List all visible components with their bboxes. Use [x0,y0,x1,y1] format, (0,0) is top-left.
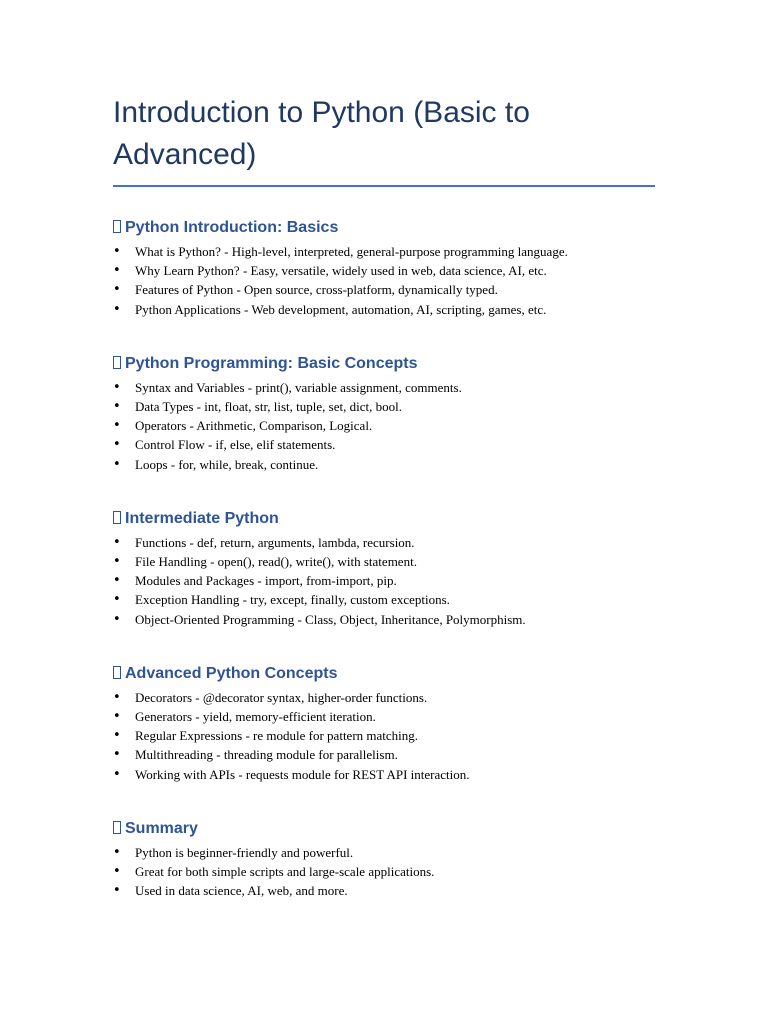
section-intermediate-python [113,508,655,629]
list-item: • Regular Expressions - re module for pattern matching. [113,726,655,745]
bullet-list [113,533,655,629]
section-heading [113,663,655,685]
section-heading [113,818,655,840]
title-underline [113,185,655,187]
missing-glyph-icon [113,220,121,233]
list-item: • Great for both simple scripts and large-scale applications. [113,862,655,881]
list-item: • Working with APIs - requests module for REST API interaction. [113,765,655,784]
section-python-introduction [113,217,655,319]
section-heading [113,508,655,530]
list-item: • Loops - for, while, break, continue. [113,455,655,474]
bullet-list [113,378,655,474]
section-heading [113,217,655,239]
list-item: • Multithreading - threading module for parallelism. [113,745,655,764]
list-item: • Operators - Arithmetic, Comparison, Logical. [113,416,655,435]
list-item: • What is Python? - High-level, interpreted, general-purpose programming language. [113,242,655,261]
section-heading-text: Intermediate Python [125,509,279,527]
bullet-list [113,688,655,784]
list-item: • Object-Oriented Programming - Class, Object, Inheritance, Polymorphism. [113,610,655,629]
list-item: • Control Flow - if, else, elif statements. [113,435,655,454]
list-item: • Syntax and Variables - print(), variable assignment, comments. [113,378,655,397]
bullet-list [113,242,655,319]
section-basic-concepts [113,353,655,474]
list-item: • Modules and Packages - import, from-import, pip. [113,571,655,590]
missing-glyph-icon [113,511,121,524]
list-item: • Exception Handling - try, except, finally, custom exceptions. [113,590,655,609]
list-item: • Python is beginner-friendly and powerful. [113,843,655,862]
missing-glyph-icon [113,356,121,369]
section-summary [113,818,655,901]
list-item: • Used in data science, AI, web, and more. [113,881,655,900]
section-advanced-concepts [113,663,655,784]
list-item: • Generators - yield, memory-efficient iteration. [113,707,655,726]
section-heading-text: Python Programming: Basic Concepts [125,354,418,372]
document-page [113,92,655,900]
list-item: • Data Types - int, float, str, list, tuple, set, dict, bool. [113,397,655,416]
list-item: • Python Applications - Web development, automation, AI, scripting, games, etc. [113,300,655,319]
section-heading-text: Summary [125,819,198,837]
list-item: • Features of Python - Open source, cross-platform, dynamically typed. [113,280,655,299]
list-item: • File Handling - open(), read(), write(), with statement. [113,552,655,571]
list-item: • Decorators - @decorator syntax, higher-order functions. [113,688,655,707]
section-heading-text: Python Introduction: Basics [125,219,339,236]
document-title: Introduction to Python (Basic to Advanced) [113,96,530,171]
missing-glyph-icon [113,821,121,834]
section-heading [113,353,655,375]
list-item: • Functions - def, return, arguments, lambda, recursion. [113,533,655,552]
list-item: • Why Learn Python? - Easy, versatile, widely used in web, data science, AI, etc. [113,261,655,280]
section-heading-text: Advanced Python Concepts [125,664,338,682]
bullet-list [113,843,655,901]
missing-glyph-icon [113,666,121,679]
